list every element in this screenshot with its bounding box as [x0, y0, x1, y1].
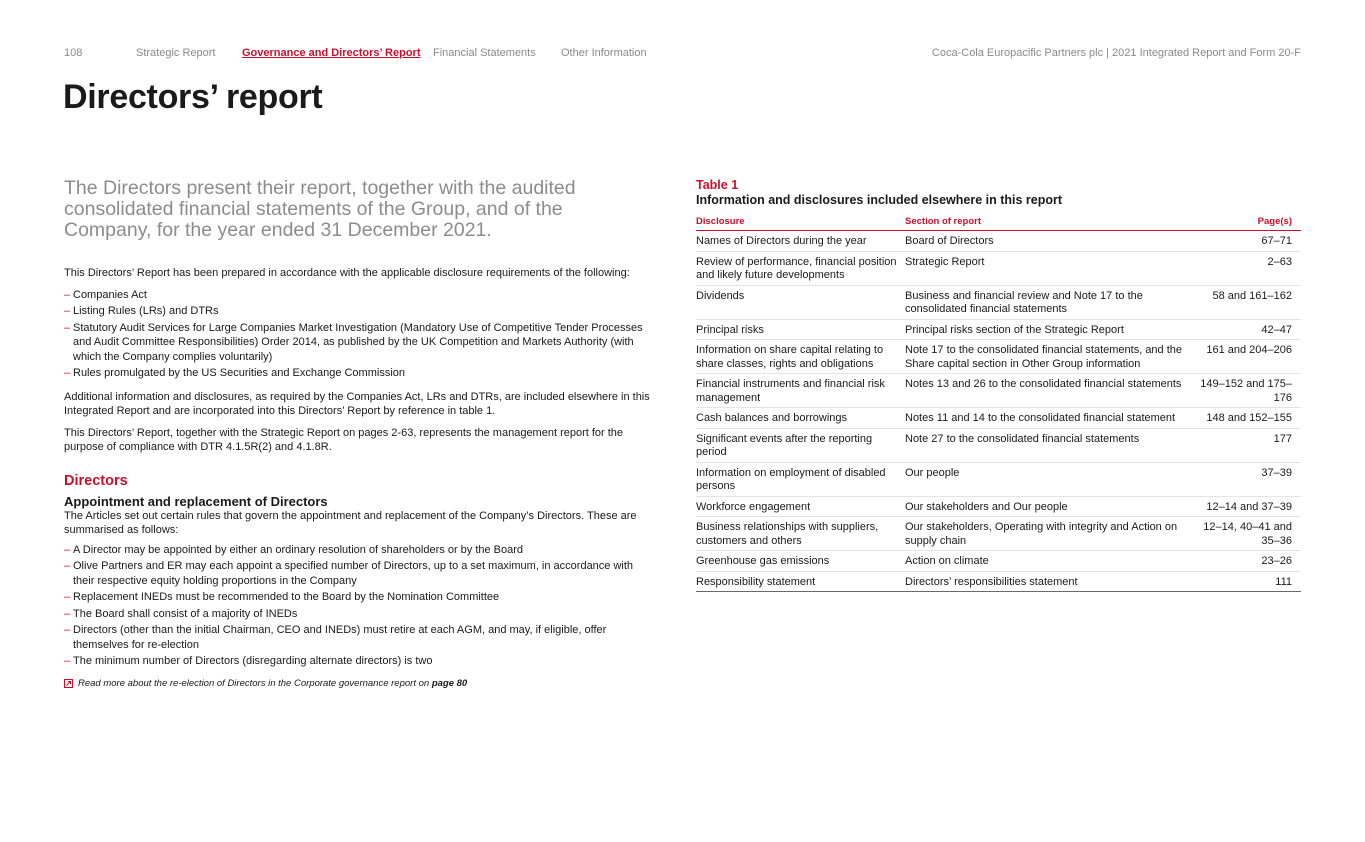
cell-section: Note 17 to the consolidated financial statements, and the Share capital section in Other Group information: [905, 340, 1195, 374]
cell-section: Board of Directors: [905, 231, 1195, 252]
list-item: – A Director may be appointed by either an ordinary resolution of shareholders or by the Board: [64, 543, 524, 556]
list-item: – Directors (other than the initial Chairman, CEO and INEDs) must retire at each AGM, and may, if eligible, offer themselves for re-election: [64, 624, 607, 651]
page-number: 108: [64, 47, 83, 59]
cell-disclosure: Principal risks: [696, 319, 905, 340]
dash-bullet: –: [64, 367, 71, 379]
cell-disclosure: Cash balances and borrowings: [696, 408, 905, 429]
list-item: – Rules promulgated by the US Securities and Exchange Commission: [64, 367, 405, 379]
cell-section: Notes 13 and 26 to the consolidated financial statements: [905, 374, 1195, 408]
appointment-rules-list: [64, 543, 654, 669]
header-pages: Page(s): [1195, 214, 1301, 231]
cell-section: Our stakeholders, Operating with integrity and Action on supply chain: [905, 517, 1195, 551]
read-more-text: Read more about the re-election of Directors in the Corporate governance report on: [78, 677, 430, 689]
table-row: [696, 496, 1301, 517]
header-disclosure: Disclosure: [696, 214, 905, 231]
intro-statement: The Directors present their report, together with the audited consolidated financial statements of the Group, and of the Company, for the year ended 31 December 2021.: [64, 177, 576, 241]
cell-disclosure: Workforce engagement: [696, 496, 905, 517]
cell-disclosure: Significant events after the reporting period: [696, 428, 905, 462]
cell-disclosure: Names of Directors during the year: [696, 231, 905, 252]
cell-pages: 161 and 204–206: [1195, 340, 1301, 374]
cell-disclosure: Information on share capital relating to share classes, rights and obligations: [696, 340, 905, 374]
report-brand-title: Coca-Cola Europacific Partners plc | 2021 Integrated Report and Form 20-F: [931, 47, 1301, 59]
left-column: [64, 178, 654, 689]
table-row: [696, 319, 1301, 340]
cell-disclosure: Information on employment of disabled persons: [696, 462, 905, 496]
list-item: – Listing Rules (LRs) and DTRs: [64, 305, 219, 317]
header-section: Section of report: [905, 214, 1195, 231]
right-column: [696, 178, 1301, 592]
cell-pages: 23–26: [1195, 551, 1301, 572]
dash-bullet: –: [64, 543, 71, 556]
cell-section: Action on climate: [905, 551, 1195, 572]
cell-section: Our people: [905, 462, 1195, 496]
dash-bullet: –: [64, 288, 71, 301]
list-item: – Replacement INEDs must be recommended to the Board by the Nomination Committee: [64, 591, 500, 603]
cell-pages: 37–39: [1195, 462, 1301, 496]
cell-pages: 177: [1195, 428, 1301, 462]
paragraph-management-report: This Directors’ Report, together with the Strategic Report on pages 2-63, represents the management report for the purpose of compliance with DTR 4.1.5R(2) and 4.1.8R.: [64, 426, 624, 453]
table-row: [696, 408, 1301, 429]
table-row: [696, 571, 1301, 592]
cell-pages: 67–71: [1195, 231, 1301, 252]
cell-section: Business and financial review and Note 17 to the consolidated financial statements: [905, 285, 1195, 319]
list-item: – Olive Partners and ER may each appoint a specified number of Directors, up to a set maximum, in accordance with their respective equity holding proportions in the Company: [64, 560, 634, 587]
cell-pages: 111: [1195, 571, 1301, 592]
nav-governance-report[interactable]: Governance and Directors’ Report: [242, 47, 421, 59]
cell-section: Directors’ responsibilities statement: [905, 571, 1195, 592]
list-item: – Companies Act: [64, 288, 147, 301]
nav-other-information[interactable]: Other Information: [561, 47, 647, 59]
table-row: [696, 428, 1301, 462]
disclosures-table: [696, 214, 1301, 592]
list-item: – The Board shall consist of a majority of INEDs: [64, 607, 298, 620]
nav-financial-statements[interactable]: Financial Statements: [433, 47, 536, 59]
cell-pages: 12–14, 40–41 and 35–36: [1195, 517, 1301, 551]
read-more-icon: [64, 679, 73, 688]
dash-bullet: –: [64, 624, 71, 636]
paragraph-articles: The Articles set out certain rules that govern the appointment and replacement of the Company’s Directors. These are summarised as follows:: [64, 509, 637, 536]
paragraph-additional-info: Additional information and disclosures, as required by the Companies Act, LRs and DTRs, are included elsewhere in this Integrated Report and are incorporated into this Directors’ Report by reference in table 1.: [64, 390, 650, 417]
top-navigation: [64, 47, 1301, 63]
read-more-page-ref[interactable]: page 80: [431, 677, 468, 689]
list-item: – The minimum number of Directors (disregarding alternate directors) is two: [64, 655, 433, 667]
page-title: Directors’ report: [63, 78, 323, 116]
cell-disclosure: Dividends: [696, 285, 905, 319]
cell-pages: 2–63: [1195, 251, 1301, 285]
read-more-link[interactable]: [64, 678, 654, 689]
requirements-list: [64, 288, 654, 381]
cell-section: Note 27 to the consolidated financial statements: [905, 428, 1195, 462]
paragraph-requirements: This Directors’ Report has been prepared in accordance with the applicable disclosure requirements of the following:: [64, 267, 630, 279]
table-row: [696, 285, 1301, 319]
cell-disclosure: Business relationships with suppliers, customers and others: [696, 517, 905, 551]
table-title: Information and disclosures included elsewhere in this report: [696, 193, 1063, 207]
cell-section: Notes 11 and 14 to the consolidated financial statement: [905, 408, 1195, 429]
cell-pages: 12–14 and 37–39: [1195, 496, 1301, 517]
cell-section: Principal risks section of the Strategic Report: [905, 319, 1195, 340]
dash-bullet: –: [64, 655, 71, 667]
cell-pages: 58 and 161–162: [1195, 285, 1301, 319]
table-row: [696, 251, 1301, 285]
cell-disclosure: Responsibility statement: [696, 571, 905, 592]
dash-bullet: –: [64, 321, 71, 334]
table-row: [696, 231, 1301, 252]
dash-bullet: –: [64, 607, 71, 620]
dash-bullet: –: [64, 560, 71, 572]
cell-disclosure: Greenhouse gas emissions: [696, 551, 905, 572]
cell-section: Strategic Report: [905, 251, 1195, 285]
cell-pages: 148 and 152–155: [1195, 408, 1301, 429]
table-row: [696, 551, 1301, 572]
cell-pages: 42–47: [1195, 319, 1301, 340]
table-label: Table 1: [696, 178, 739, 192]
cell-pages: 149–152 and 175–176: [1195, 374, 1301, 408]
table-row: [696, 517, 1301, 551]
table-row: [696, 374, 1301, 408]
subheading-appointment: Appointment and replacement of Directors: [64, 493, 328, 509]
cell-section: Our stakeholders and Our people: [905, 496, 1195, 517]
section-heading-directors: Directors: [64, 472, 128, 489]
table-row: [696, 340, 1301, 374]
dash-bullet: –: [64, 305, 71, 317]
dash-bullet: –: [64, 591, 71, 603]
cell-disclosure: Financial instruments and financial risk management: [696, 374, 905, 408]
table-row: [696, 462, 1301, 496]
cell-disclosure: Review of performance, financial position and likely future developments: [696, 251, 905, 285]
table-header-row: [696, 214, 1301, 231]
nav-strategic-report[interactable]: Strategic Report: [136, 47, 216, 59]
list-item: – Statutory Audit Services for Large Companies Market Investigation (Mandatory Use of Competitive Tender Processes and Audit Committee Responsibilities) Order 2014, as published by the UK Competition and Markets Authority (with which the Company complies voluntarily): [64, 321, 643, 363]
